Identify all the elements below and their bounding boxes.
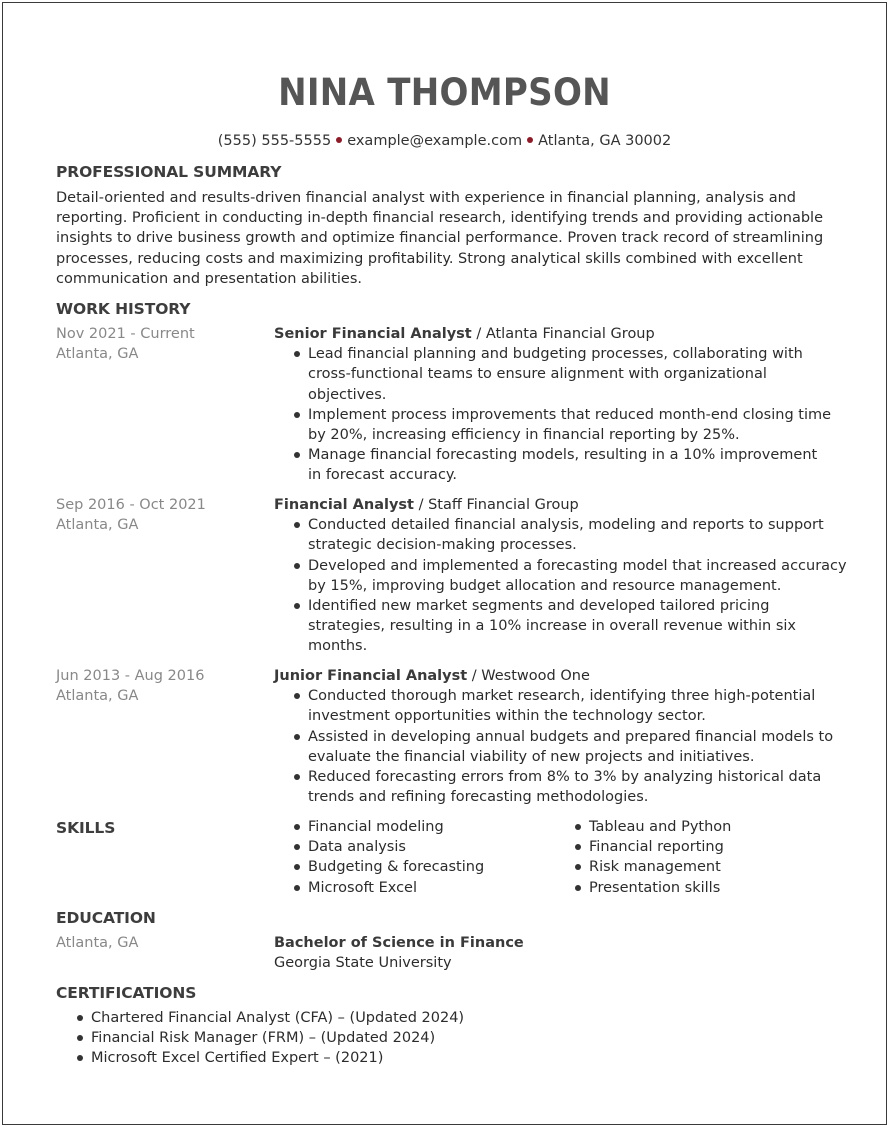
list-item: Financial modeling xyxy=(274,817,554,837)
list-item: Financial Risk Manager (FRM) – (Updated 2024) xyxy=(56,1028,464,1048)
job-meta xyxy=(56,324,195,364)
list-item: Data analysis xyxy=(274,837,554,857)
list-item: Tableau and Python xyxy=(555,817,835,837)
job-meta xyxy=(56,666,204,706)
job-dates: Jun 2013 - Aug 2016 xyxy=(56,668,205,684)
job-bullets xyxy=(274,515,856,656)
bullet-dot-icon xyxy=(336,137,342,143)
job-details xyxy=(274,495,859,657)
list-item: Identified new market segments and developed tailored pricing strategies, resulting in a 10% increase in overall revenue within six months. xyxy=(274,596,808,657)
bullet-dot-icon xyxy=(527,137,533,143)
job-bullets xyxy=(274,686,849,807)
summary-heading: PROFESSIONAL SUMMARY xyxy=(56,163,282,181)
job-dates: Nov 2021 - Current xyxy=(56,326,195,342)
list-item: Financial reporting xyxy=(555,837,835,857)
list-item: Budgeting & forecasting xyxy=(274,857,554,877)
list-item: Microsoft Excel xyxy=(274,878,554,898)
skills-column-2 xyxy=(555,817,835,898)
list-item: Conducted detailed financial analysis, modeling and reports to support strategic decision-making processes. xyxy=(274,515,828,555)
list-item: Reduced forecasting errors from 8% to 3% by analyzing historical data trends and refining forecasting methodologies. xyxy=(274,767,833,807)
job-details xyxy=(274,666,859,807)
work-history-heading: WORK HISTORY xyxy=(56,300,191,318)
education-details xyxy=(274,933,524,973)
education-heading: EDUCATION xyxy=(56,909,156,927)
email: example@example.com xyxy=(347,133,523,149)
skills-column-1 xyxy=(274,817,554,898)
job-dates: Sep 2016 - Oct 2021 xyxy=(56,497,206,513)
degree: Bachelor of Science in Finance xyxy=(274,935,524,951)
resume-page xyxy=(2,2,887,1125)
job-role: Senior Financial Analyst xyxy=(274,326,472,342)
education-location: Atlanta, GA xyxy=(56,935,139,951)
phone: (555) 555-5555 xyxy=(217,133,332,149)
job-title xyxy=(274,495,859,515)
list-item: Manage financial forecasting models, resulting in a 10% improvement in forecast accuracy. xyxy=(274,445,834,485)
list-item: Developed and implemented a forecasting model that increased accuracy by 15%, improving budget allocation and resource management. xyxy=(274,556,856,596)
job-company: / Staff Financial Group xyxy=(414,497,579,513)
job-location: Atlanta, GA xyxy=(56,517,139,534)
list-item: Lead financial planning and budgeting processes, collaborating with cross-functional teams to ensure alignment with organizational objectives. xyxy=(274,344,834,405)
job-company: / Atlanta Financial Group xyxy=(471,326,655,342)
list-item: Chartered Financial Analyst (CFA) – (Updated 2024) xyxy=(56,1008,464,1028)
list-item: Implement process improvements that reduced month-end closing time by 20%, increasing efficiency in financial reporting by 25%. xyxy=(274,405,834,445)
summary-text: Detail-oriented and results-driven financial analyst with experience in financial planning, analysis and reporting. Proficient in conducting in-depth financial research, identifying trends and providing actionable insights to drive business growth and optimize financial performance. Proven track record of streamlining processes, reducing costs and maximizing profitability. Strong analytical skills combined with excellent communication and presentation abilities. xyxy=(56,190,824,287)
job-role: Junior Financial Analyst xyxy=(274,668,468,684)
job-title xyxy=(274,666,859,686)
skills-heading: SKILLS xyxy=(56,819,116,837)
job-company: / Westwood One xyxy=(467,668,590,684)
certifications-heading: CERTIFICATIONS xyxy=(56,984,197,1002)
contact-line xyxy=(3,133,886,149)
job-title xyxy=(274,324,859,344)
job-role: Financial Analyst xyxy=(274,497,414,513)
list-item: Conducted thorough market research, identifying three high-potential investment opportunities within the technology sector. xyxy=(274,686,828,726)
school: Georgia State University xyxy=(274,955,452,972)
candidate-name: NINA THOMPSON xyxy=(278,71,611,114)
certifications-list xyxy=(56,1008,464,1069)
job-location: Atlanta, GA xyxy=(56,688,139,705)
job-meta xyxy=(56,495,206,535)
job-bullets xyxy=(274,344,834,485)
job-location: Atlanta, GA xyxy=(56,346,139,363)
location: Atlanta, GA 30002 xyxy=(538,133,672,149)
job-details xyxy=(274,324,859,486)
list-item: Presentation skills xyxy=(555,878,835,898)
list-item: Risk management xyxy=(555,857,835,877)
list-item: Assisted in developing annual budgets and prepared financial models to evaluate the financial viability of new projects and initiatives. xyxy=(274,727,849,767)
list-item: Microsoft Excel Certified Expert – (2021) xyxy=(56,1048,464,1068)
